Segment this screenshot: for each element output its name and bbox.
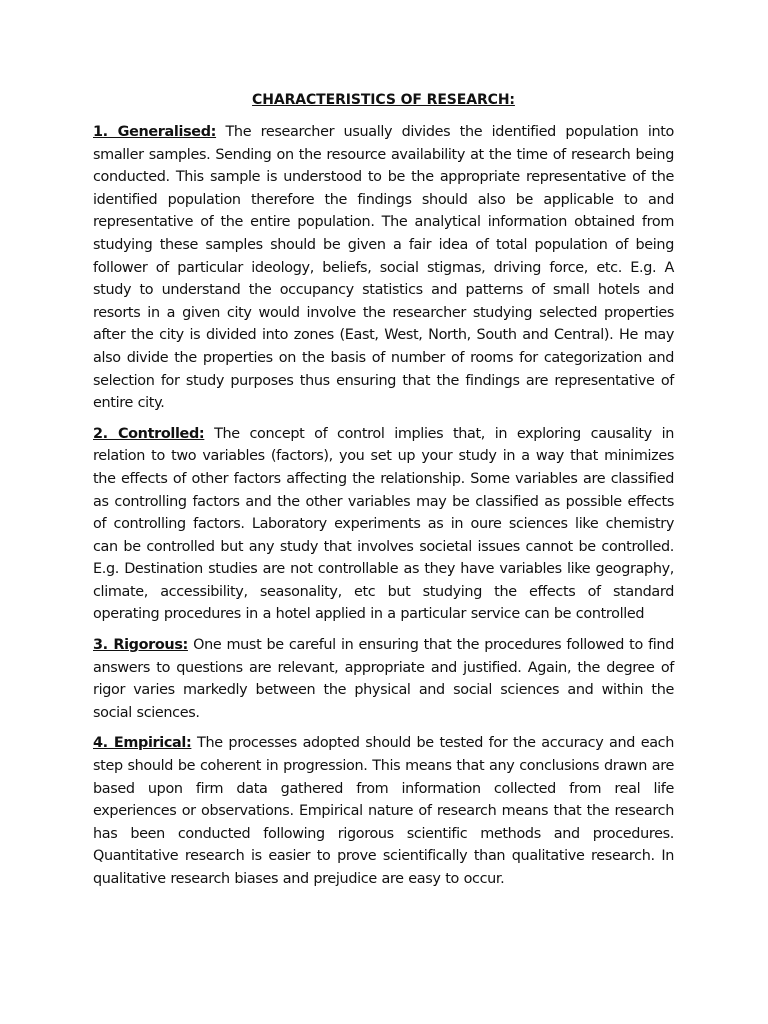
section-heading: 1. Generalised: <box>93 124 217 140</box>
section-generalised <box>93 121 674 415</box>
section-controlled <box>93 423 674 626</box>
section-body: The processes adopted should be tested for the accuracy and each step should be coherent in progression. This means that any conclusions drawn are based upon firm data gathered from information collected from real life experiences or observations. Empirical nature of research means that the research has been conducted following rigorous scientific methods and procedures. Quantitative research is easier to prove scientifically than qualitative research. In qualitative research biases and prejudice are easy to occur. <box>93 735 675 887</box>
section-empirical <box>93 732 674 890</box>
document-title: CHARACTERISTICS OF RESEARCH: <box>252 92 515 108</box>
section-heading: 2. Controlled: <box>93 425 205 442</box>
document-content <box>93 89 674 899</box>
section-heading: 4. Empirical: <box>93 735 192 752</box>
section-rigorous <box>93 634 674 724</box>
section-body: The researcher usually divides the identified population into smaller samples. Sending on the resource availability at the time of research being conducted. This sample is understood to be the appropriate representative of the identified population therefore the findings should also be applicable to and representative of the entire population. The analytical information obtained from studying these samples should be given a fair idea of total population of being follower of particular ideology, beliefs, social stigmas, driving force, etc. E.g. A study to understand the occupancy statistics and patterns of small hotels and resorts in a given city would involve the researcher studying selected properties after the city is divided into zones (East, West, North, South and Central). He may also divide the properties on the basis of number of rooms for categorization and selection for study purposes thus ensuring that the findings are representative of entire city. <box>93 124 675 412</box>
section-heading: 3. Rigorous: <box>93 637 188 654</box>
section-body: The concept of control implies that, in exploring causality in relation to two variables (factors), you set up your study in a way that minimizes the effects of other factors affecting the relationship. Some variables are classified as controlling factors and the other variables may be classified as possible effects of controlling factors. Laboratory experiments as in oure sciences like chemistry can be controlled but any study that involves societal issues cannot be controlled. E.g. Destination studies are not controllable as they have variables like geography, climate, accessibility, seasonality, etc but studying the effects of standard operating procedures in a hotel applied in a particular service can be controlled <box>93 425 674 623</box>
section-body: One must be careful in ensuring that the procedures followed to find answers to questions are relevant, appropriate and justified. Again, the degree of rigor varies markedly between the physical and social sciences and within the social sciences. <box>93 637 674 721</box>
